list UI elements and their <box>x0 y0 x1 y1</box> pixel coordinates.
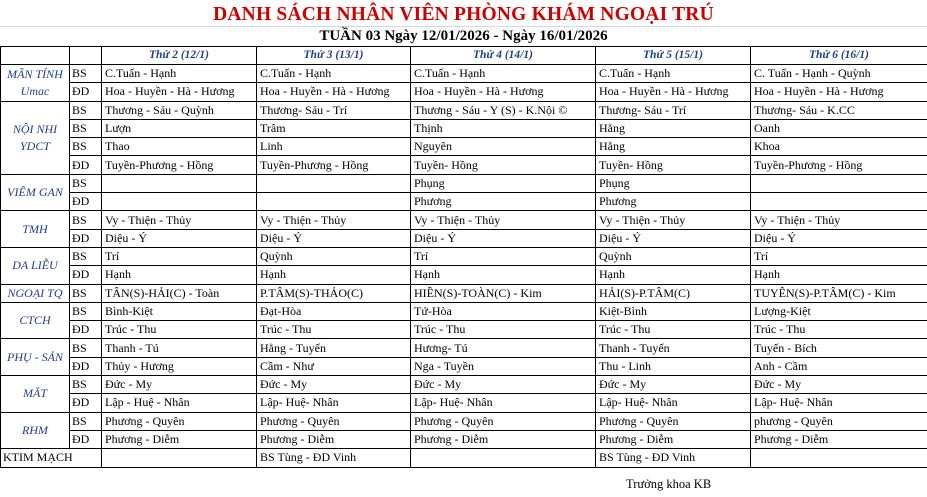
staff-cell[interactable]: Linh <box>257 138 411 156</box>
table-row <box>1 174 927 192</box>
staff-cell[interactable]: P.TÂM(S)-THẢO(C) <box>257 284 411 302</box>
staff-cell[interactable]: Đức - My <box>411 376 596 394</box>
staff-cell[interactable]: Phương <box>596 193 751 211</box>
department-label[interactable]: MẮT <box>1 376 70 413</box>
staff-cell[interactable]: Hằng <box>596 138 751 156</box>
staff-cell[interactable]: Diệu - Ý <box>257 229 411 247</box>
role-cell[interactable]: ĐD <box>70 266 102 284</box>
staff-cell[interactable]: Thanh - Tú <box>102 339 257 357</box>
role-cell[interactable]: ĐD <box>70 430 102 448</box>
role-cell[interactable]: BS <box>70 302 102 320</box>
staff-cell[interactable]: Tứ-Hòa <box>411 302 596 320</box>
day-header[interactable]: Thứ 3 (13/1) <box>257 47 411 65</box>
staff-cell[interactable]: Tuyền-Phương - Hồng <box>751 156 927 174</box>
staff-cell[interactable]: Trúc - Thu <box>257 321 411 339</box>
corner-cell <box>1 47 70 65</box>
staff-cell[interactable]: Lập- Huệ- Nhân <box>596 394 751 412</box>
staff-cell[interactable]: C.Tuấn - Hạnh <box>411 65 596 83</box>
staff-cell[interactable]: Lượn <box>102 119 257 137</box>
staff-cell[interactable]: TUYÊN(S)-P.TÂM(C) - Kim <box>751 284 927 302</box>
role-cell[interactable]: BS <box>70 101 102 119</box>
table-row <box>1 247 927 265</box>
header-row <box>1 47 927 65</box>
signature-label: Trưởng khoa KB <box>626 477 712 491</box>
staff-cell[interactable]: Thanh - Tuyến <box>596 339 751 357</box>
role-cell[interactable]: BS <box>70 376 102 394</box>
staff-cell[interactable] <box>751 193 927 211</box>
staff-cell[interactable]: Hạnh <box>257 266 411 284</box>
staff-cell[interactable]: Thao <box>102 138 257 156</box>
staff-cell[interactable]: Thịnh <box>411 119 596 137</box>
staff-cell[interactable] <box>411 449 596 467</box>
table-row <box>1 302 927 320</box>
table-row <box>1 138 927 156</box>
role-cell[interactable]: BS <box>70 174 102 192</box>
table-row <box>1 229 927 247</box>
staff-cell[interactable]: C.Tuấn - Hạnh <box>257 65 411 83</box>
department-label[interactable]: DA LIỄU <box>1 247 70 284</box>
staff-cell[interactable]: Trúc - Thu <box>102 321 257 339</box>
department-label[interactable]: VIÊM GAN <box>1 174 70 211</box>
staff-cell[interactable]: Vy - Thiện - Thủy <box>102 211 257 229</box>
staff-cell[interactable]: Phương - Quyên <box>102 412 257 430</box>
staff-cell[interactable]: Nguyên <box>411 138 596 156</box>
staff-cell[interactable]: Khoa <box>751 138 927 156</box>
staff-cell[interactable]: Thủy - Hương <box>102 357 257 375</box>
table-row <box>1 266 927 284</box>
gridline <box>0 26 927 27</box>
staff-cell[interactable]: Tuyền-Phương - Hồng <box>102 156 257 174</box>
staff-cell[interactable]: Thương- Sáu - K.CC <box>751 101 927 119</box>
staff-cell[interactable] <box>751 449 927 467</box>
staff-cell[interactable]: Diệu - Ý <box>102 229 257 247</box>
staff-cell[interactable]: Thu - Linh <box>596 357 751 375</box>
staff-cell[interactable]: Hằng <box>596 119 751 137</box>
department-label[interactable]: TMH <box>1 211 70 248</box>
corner-cell <box>70 47 102 65</box>
staff-cell[interactable]: Phương - Diễm <box>751 430 927 448</box>
staff-cell[interactable]: Phương <box>411 193 596 211</box>
page-subtitle: TUẦN 03 Ngày 12/01/2026 - Ngày 16/01/2026 <box>319 28 608 44</box>
role-cell[interactable]: ĐD <box>70 357 102 375</box>
staff-cell[interactable]: C. Tuấn - Hạnh - Quỳnh <box>751 65 927 83</box>
department-label[interactable]: NỘI NHI YDCT <box>1 101 70 174</box>
staff-cell[interactable]: Hằng - Tuyến <box>257 339 411 357</box>
staff-cell[interactable]: Cầm - Như <box>257 357 411 375</box>
role-cell[interactable]: ĐD <box>70 229 102 247</box>
staff-cell[interactable]: Vy - Thiện - Thủy <box>596 211 751 229</box>
staff-cell[interactable]: Diệu - Ý <box>411 229 596 247</box>
staff-cell[interactable] <box>102 449 257 467</box>
staff-cell[interactable] <box>257 193 411 211</box>
staff-cell[interactable]: C.Tuấn - Hạnh <box>102 65 257 83</box>
staff-cell[interactable]: Vy - Thiện - Thủy <box>411 211 596 229</box>
role-cell[interactable]: BS <box>70 247 102 265</box>
day-header[interactable]: Thứ 6 (16/1) <box>751 47 927 65</box>
role-cell[interactable]: BS <box>70 339 102 357</box>
staff-cell[interactable]: Trúc - Thu <box>751 321 927 339</box>
staff-cell[interactable]: Diệu - Ý <box>751 229 927 247</box>
staff-cell[interactable]: Hạnh <box>751 266 927 284</box>
staff-cell[interactable] <box>102 193 257 211</box>
role-cell[interactable]: BS <box>70 211 102 229</box>
roster-table <box>0 46 927 468</box>
department-label[interactable]: PHỤ - SẢN <box>1 339 70 376</box>
staff-cell[interactable]: Phương - Diễm <box>102 430 257 448</box>
staff-cell[interactable]: HIỀN(S)-TOÀN(C) - Kim <box>411 284 596 302</box>
staff-cell[interactable]: Đức - My <box>257 376 411 394</box>
staff-cell[interactable]: Phụng <box>411 174 596 192</box>
staff-cell[interactable]: Oanh <box>751 119 927 137</box>
table-row <box>1 211 927 229</box>
staff-cell[interactable]: Nga - Tuyền <box>411 357 596 375</box>
staff-cell[interactable]: Đức - My <box>596 376 751 394</box>
staff-cell[interactable]: Hạnh <box>102 266 257 284</box>
staff-cell[interactable]: Tuyền- Hồng <box>411 156 596 174</box>
staff-cell[interactable]: Vy - Thiện - Thủy <box>257 211 411 229</box>
role-cell[interactable]: ĐD <box>70 394 102 412</box>
department-label[interactable]: MÃN TÍNH Umac <box>1 65 70 102</box>
staff-cell[interactable]: BS Tùng - ĐD Vinh <box>257 449 411 467</box>
staff-cell[interactable]: C.Tuấn - Hạnh <box>596 65 751 83</box>
staff-cell[interactable]: Bình-Kiệt <box>102 302 257 320</box>
staff-cell[interactable]: phương - Quyên <box>751 412 927 430</box>
table-row <box>1 83 927 101</box>
department-label[interactable]: CTCH <box>1 302 70 339</box>
table-row <box>1 101 927 119</box>
staff-cell[interactable]: Thương - Sáu - Quỳnh <box>102 101 257 119</box>
table-row <box>1 394 927 412</box>
department-label[interactable]: RHM <box>1 412 70 449</box>
staff-cell[interactable]: Thương- Sáu - Trí <box>596 101 751 119</box>
role-cell[interactable]: ĐD <box>70 156 102 174</box>
staff-cell[interactable] <box>102 174 257 192</box>
day-header[interactable]: Thứ 2 (12/1) <box>102 47 257 65</box>
staff-cell[interactable]: Lập- Huệ- Nhân <box>257 394 411 412</box>
staff-cell[interactable]: BS Tùng - ĐD Vinh <box>596 449 751 467</box>
staff-cell[interactable] <box>751 174 927 192</box>
staff-cell[interactable]: Kiệt-Bình <box>596 302 751 320</box>
table-row <box>1 376 927 394</box>
table-row <box>1 357 927 375</box>
staff-cell[interactable]: Đức - My <box>751 376 927 394</box>
staff-cell[interactable]: Trí <box>751 247 927 265</box>
table-row <box>1 156 927 174</box>
staff-cell[interactable]: Hạnh <box>596 266 751 284</box>
staff-cell[interactable]: Thương- Sáu - Trí <box>257 101 411 119</box>
table-row <box>1 449 927 467</box>
staff-cell[interactable]: HẢI(S)-P.TÂM(C) <box>596 284 751 302</box>
table-row <box>1 284 927 302</box>
staff-cell[interactable]: Anh - Cầm <box>751 357 927 375</box>
staff-cell[interactable]: Phương - Quyên <box>257 412 411 430</box>
staff-cell[interactable]: Phương - Diễm <box>257 430 411 448</box>
table-row <box>1 65 927 83</box>
role-cell[interactable]: ĐD <box>70 321 102 339</box>
staff-cell[interactable]: Trúc - Thu <box>596 321 751 339</box>
role-cell[interactable]: BS <box>70 65 102 83</box>
day-header[interactable]: Thứ 5 (15/1) <box>596 47 751 65</box>
staff-cell[interactable]: Diệu - Ý <box>596 229 751 247</box>
staff-cell[interactable]: Vy - Thiện - Thủy <box>751 211 927 229</box>
staff-cell[interactable]: Quỳnh <box>596 247 751 265</box>
department-label[interactable]: NGOẠI TQ <box>1 284 70 302</box>
staff-cell[interactable]: Lập- Huệ- Nhân <box>751 394 927 412</box>
table-row <box>1 430 927 448</box>
staff-cell[interactable]: Phụng <box>596 174 751 192</box>
staff-cell[interactable]: Đạt-Hòa <box>257 302 411 320</box>
day-header[interactable]: Thứ 4 (14/1) <box>411 47 596 65</box>
page-title: DANH SÁCH NHÂN VIÊN PHÒNG KHÁM NGOẠI TRÚ <box>213 4 714 25</box>
staff-cell[interactable]: Trâm <box>257 119 411 137</box>
role-cell[interactable]: BS <box>70 138 102 156</box>
staff-cell[interactable]: Lập - Huệ - Nhân <box>102 394 257 412</box>
staff-cell[interactable]: Phương - Diễm <box>596 430 751 448</box>
staff-cell[interactable]: Lập- Huệ- Nhân <box>411 394 596 412</box>
staff-cell[interactable]: Trí <box>411 247 596 265</box>
table-row <box>1 119 927 137</box>
staff-cell[interactable]: Tuyền- Hồng <box>596 156 751 174</box>
staff-cell[interactable]: Hoa - Huyền - Hà - Hương <box>411 83 596 101</box>
staff-cell[interactable]: TÂN(S)-HẢI(C) - Toàn <box>102 284 257 302</box>
staff-cell[interactable]: Phương - Quyên <box>596 412 751 430</box>
staff-cell[interactable]: Hoa - Huyền - Hà - Hương <box>751 83 927 101</box>
staff-cell[interactable]: Quỳnh <box>257 247 411 265</box>
table-row <box>1 412 927 430</box>
staff-cell[interactable]: Tuyến - Bích <box>751 339 927 357</box>
staff-cell[interactable]: Trúc - Thu <box>411 321 596 339</box>
staff-cell[interactable]: Hoa - Huyền - Hà - Hương <box>596 83 751 101</box>
staff-cell[interactable]: Hoa - Huyền - Hà - Hương <box>257 83 411 101</box>
staff-cell[interactable]: Hoa - Huyền - Hà - Hương <box>102 83 257 101</box>
table-row <box>1 339 927 357</box>
role-cell[interactable]: BS <box>70 119 102 137</box>
staff-cell[interactable]: Lượng-Kiệt <box>751 302 927 320</box>
staff-cell[interactable]: Phương - Diễm <box>411 430 596 448</box>
role-cell[interactable]: ĐD <box>70 193 102 211</box>
staff-cell[interactable]: Trí <box>102 247 257 265</box>
role-cell[interactable]: BS <box>70 412 102 430</box>
staff-cell[interactable]: Thương - Sáu - Y (S) - K.Nội © <box>411 101 596 119</box>
staff-cell[interactable]: Đức - My <box>102 376 257 394</box>
role-cell[interactable]: ĐD <box>70 83 102 101</box>
role-cell[interactable]: BS <box>70 284 102 302</box>
staff-cell[interactable]: Tuyền-Phương - Hồng <box>257 156 411 174</box>
staff-cell[interactable] <box>257 174 411 192</box>
department-label[interactable]: KTIM MẠCH <box>1 449 102 467</box>
staff-cell[interactable]: Hạnh <box>411 266 596 284</box>
table-row <box>1 193 927 211</box>
table-row <box>1 321 927 339</box>
staff-cell[interactable]: Hương- Tú <box>411 339 596 357</box>
staff-cell[interactable]: Phương - Quyên <box>411 412 596 430</box>
